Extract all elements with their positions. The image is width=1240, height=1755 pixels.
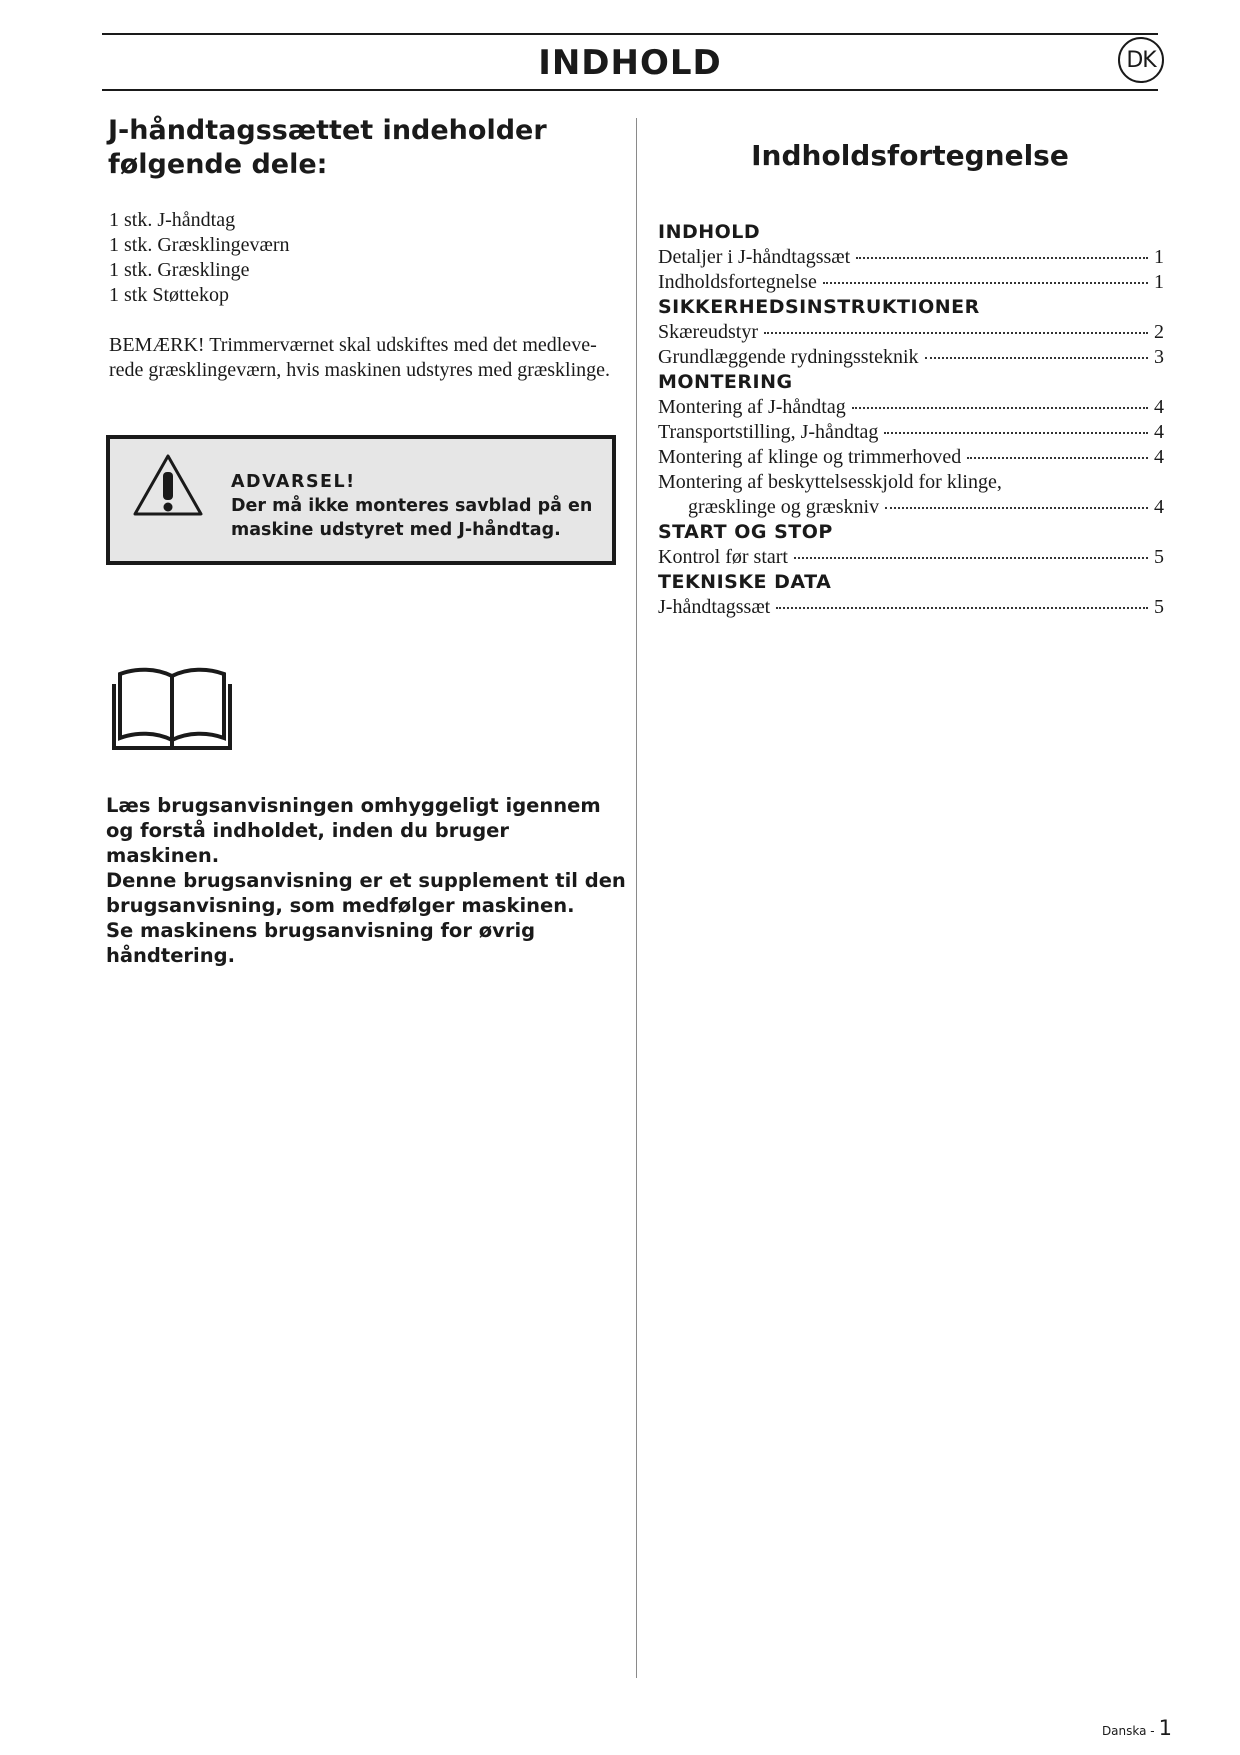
toc-entry-page: 5: [1154, 546, 1164, 568]
toc-entry-label: Skæreudstyr: [658, 321, 758, 343]
toc-section-heading: TEKNISKE DATA: [658, 571, 832, 593]
warning-body: Der må ikke monteres savblad på en maskine udstyret med J-håndtag.: [231, 496, 593, 540]
toc-entry-page: 3: [1154, 346, 1164, 368]
toc-title: Indholdsfortegnelse: [751, 139, 1069, 172]
toc-dot-leader: [925, 357, 1148, 359]
table-of-contents: [658, 220, 1164, 620]
supplement-text: Denne brugsanvisning er et supplement til den brugsanvisning, som medfølger maskinen.: [106, 869, 626, 917]
toc-entry: [658, 320, 1164, 345]
toc-entry: [658, 545, 1164, 570]
toc-entry: [658, 270, 1164, 295]
supplement-notice: [106, 868, 626, 968]
toc-entry-label: Indholdsfortegnelse: [658, 271, 817, 293]
see-manual-text: Se maskinens brugsanvisning for øvrig håndtering.: [106, 919, 536, 967]
toc-dot-leader: [856, 257, 1148, 259]
toc-dot-leader: [823, 282, 1148, 284]
list-item: 1 stk. Græsklingeværn: [109, 234, 290, 256]
toc-entry-page: 4: [1154, 421, 1164, 443]
header-top-rule: [102, 33, 1158, 35]
toc-entry-label: J-håndtagssæt: [658, 596, 771, 618]
header-bottom-rule: [102, 89, 1158, 91]
toc-dot-leader: [884, 432, 1148, 434]
toc-entry-label: Grundlæggende rydningssteknik: [658, 346, 919, 368]
toc-entry: [658, 595, 1164, 620]
toc-dot-leader: [852, 407, 1148, 409]
toc-entry-page: 4: [1154, 446, 1164, 468]
toc-entry-label: Montering af beskyttelsesskjold for klinge,: [658, 471, 1002, 493]
parts-list: [109, 208, 629, 308]
warning-box: [106, 435, 616, 565]
toc-entry-label: Kontrol før start: [658, 546, 788, 568]
toc-entry: [658, 395, 1164, 420]
page-number: 1: [1158, 1716, 1172, 1740]
toc-section-heading: START OG STOP: [658, 521, 833, 543]
toc-entry-page: 1: [1154, 246, 1164, 268]
toc-entry-continuation: græsklinge og græskniv: [688, 496, 880, 518]
toc-dot-leader: [885, 507, 1148, 509]
warning-text: [231, 470, 601, 542]
toc-section-heading: SIKKERHEDSINSTRUKTIONER: [658, 296, 980, 318]
toc-dot-leader: [764, 332, 1148, 334]
toc-entry-label: Detaljer i J-håndtagssæt: [658, 246, 851, 268]
toc-dot-leader: [794, 557, 1148, 559]
warning-triangle-icon: [132, 453, 204, 517]
list-item: 1 stk. Græsklinge: [109, 259, 250, 281]
footer-language: Danska -: [1101, 1724, 1155, 1738]
toc-entry: [658, 495, 1164, 520]
toc-entry-page: 1: [1154, 271, 1164, 293]
page-title: INDHOLD: [538, 43, 722, 83]
toc-entry: [658, 345, 1164, 370]
toc-dot-leader: [967, 457, 1148, 459]
warning-title: ADVARSEL!: [231, 472, 356, 492]
list-item: 1 stk. J-håndtag: [109, 209, 236, 231]
kit-contents-heading: J-håndtagssættet indeholder følgende dele:: [108, 115, 547, 180]
toc-entry-page: 4: [1154, 396, 1164, 418]
toc-section-heading: MONTERING: [658, 371, 793, 393]
page-footer: [1080, 1716, 1172, 1740]
toc-entry-label: Transportstilling, J-håndtag: [658, 421, 879, 443]
toc-entry-page: 5: [1154, 596, 1164, 618]
toc-entry-label: Montering af J-håndtag: [658, 396, 846, 418]
toc-dot-leader: [776, 607, 1148, 609]
column-divider: [636, 118, 637, 1678]
language-badge: DK: [1118, 37, 1164, 83]
read-manual-instruction: Læs brugsanvisningen omhyggeligt igennem og forstå indholdet, inden du bruger maskinen.: [106, 794, 601, 867]
toc-section-heading: INDHOLD: [658, 221, 761, 243]
toc-entry-page: 2: [1154, 321, 1164, 343]
toc-entry-label: Montering af klinge og trimmerhoved: [658, 446, 962, 468]
toc-entry-page: 4: [1154, 496, 1164, 518]
note-paragraph: BEMÆRK! Trimmerværnet skal udskiftes med det medleve-rede græsklingeværn, hvis maskinen udstyres med græsklinge.: [109, 334, 611, 381]
toc-entry: [658, 245, 1164, 270]
toc-entry: [658, 420, 1164, 445]
manual-book-icon: [106, 664, 238, 752]
toc-entry: [658, 445, 1164, 470]
list-item: 1 stk Støttekop: [109, 284, 230, 306]
